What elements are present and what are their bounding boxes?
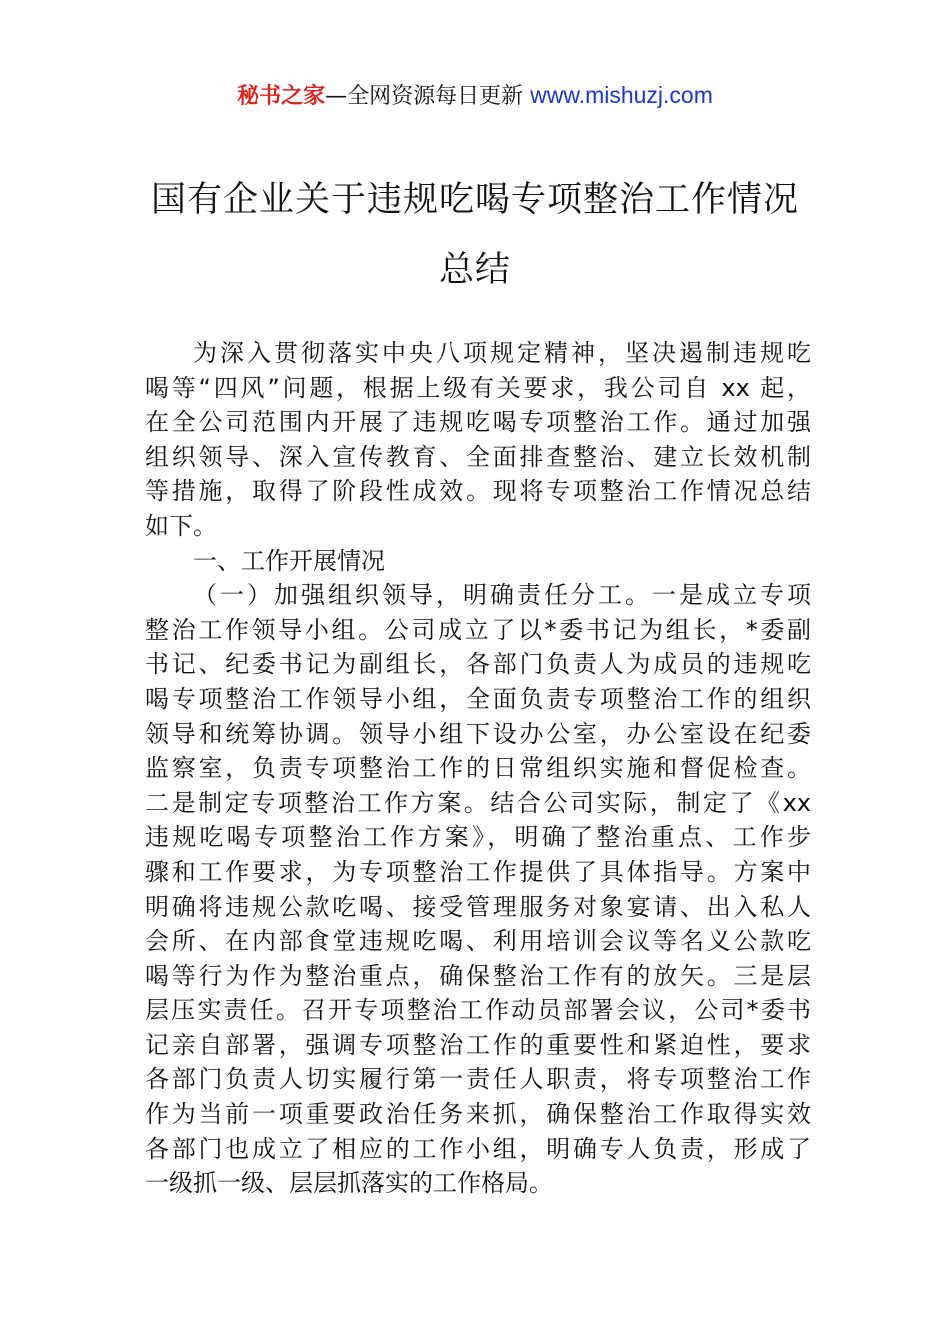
site-tagline: —全网资源每日更新	[325, 84, 531, 109]
body-line: 书记、纪委书记为副组长，各部门负责人为成员的违规吃	[145, 650, 811, 679]
body-line: 为深入贯彻落实中央八项规定精神，坚决遏制违规吃	[193, 339, 811, 367]
site-brand: 秘书之家	[237, 84, 326, 109]
body-line: 如下。	[145, 511, 217, 540]
document-title-line-2: 总结	[438, 250, 511, 290]
body-line: 二是制定专项整治工作方案。结合公司实际，制定了《xx	[145, 788, 811, 817]
body-line: 明确将违规公款吃喝、接受管理服务对象宴请、出入私人	[145, 892, 811, 921]
body-line: （一）加强组织领导，明确责任分工。一是成立专项	[193, 581, 811, 610]
site-url-link[interactable]: www.mishuzj.com	[530, 82, 713, 108]
body-line: 违规吃喝专项整治工作方案》，明确了整治重点、工作步	[145, 823, 811, 852]
body-line: 喝等“四风”问题，根据上级有关要求，我公司自 xx 起，	[145, 373, 811, 402]
body-line: 领导和统筹协调。领导小组下设办公室，办公室设在纪委	[145, 719, 811, 748]
body-line: 会所、在内部食堂违规吃喝、利用培训会议等名义公款吃	[145, 927, 811, 956]
site-header	[0, 80, 950, 112]
body-line: 整治工作领导小组。公司成立了以*委书记为组长，*委副	[145, 615, 811, 644]
document-body	[145, 336, 811, 1201]
body-line: 喝专项整治工作领导小组，全面负责专项整治工作的组织	[145, 684, 811, 713]
body-line: 一级抓一级、层层抓落实的工作格局。	[145, 1169, 553, 1198]
body-line: 组织领导、深入宣传教育、全面排查整治、建立长效机制	[145, 442, 811, 471]
body-line: 作为当前一项重要政治任务来抓，确保整治工作取得实效	[145, 1100, 811, 1129]
body-line: 等措施，取得了阶段性成效。现将专项整治工作情况总结	[145, 477, 811, 506]
body-line: 骤和工作要求，为专项整治工作提供了具体指导。方案中	[145, 857, 811, 886]
body-line: 监察室，负责专项整治工作的日常组织实施和督促检查。	[145, 754, 811, 783]
document-title-line-1: 国有企业关于违规吃喝专项整治工作情况	[150, 180, 799, 220]
section-heading: 一、工作开展情况	[193, 546, 385, 575]
body-line: 喝等行为作为整治重点，确保整治工作有的放矢。三是层	[145, 961, 811, 990]
body-line: 层压实责任。召开专项整治工作动员部署会议，公司*委书	[145, 996, 811, 1025]
body-line: 各部门负责人切实履行第一责任人职责，将专项整治工作	[145, 1065, 811, 1094]
body-line: 各部门也成立了相应的工作小组，明确专人负责，形成了	[145, 1134, 811, 1163]
body-line: 记亲自部署，强调专项整治工作的重要性和紧迫性，要求	[145, 1030, 811, 1059]
body-line: 在全公司范围内开展了违规吃喝专项整治工作。通过加强	[145, 408, 811, 437]
